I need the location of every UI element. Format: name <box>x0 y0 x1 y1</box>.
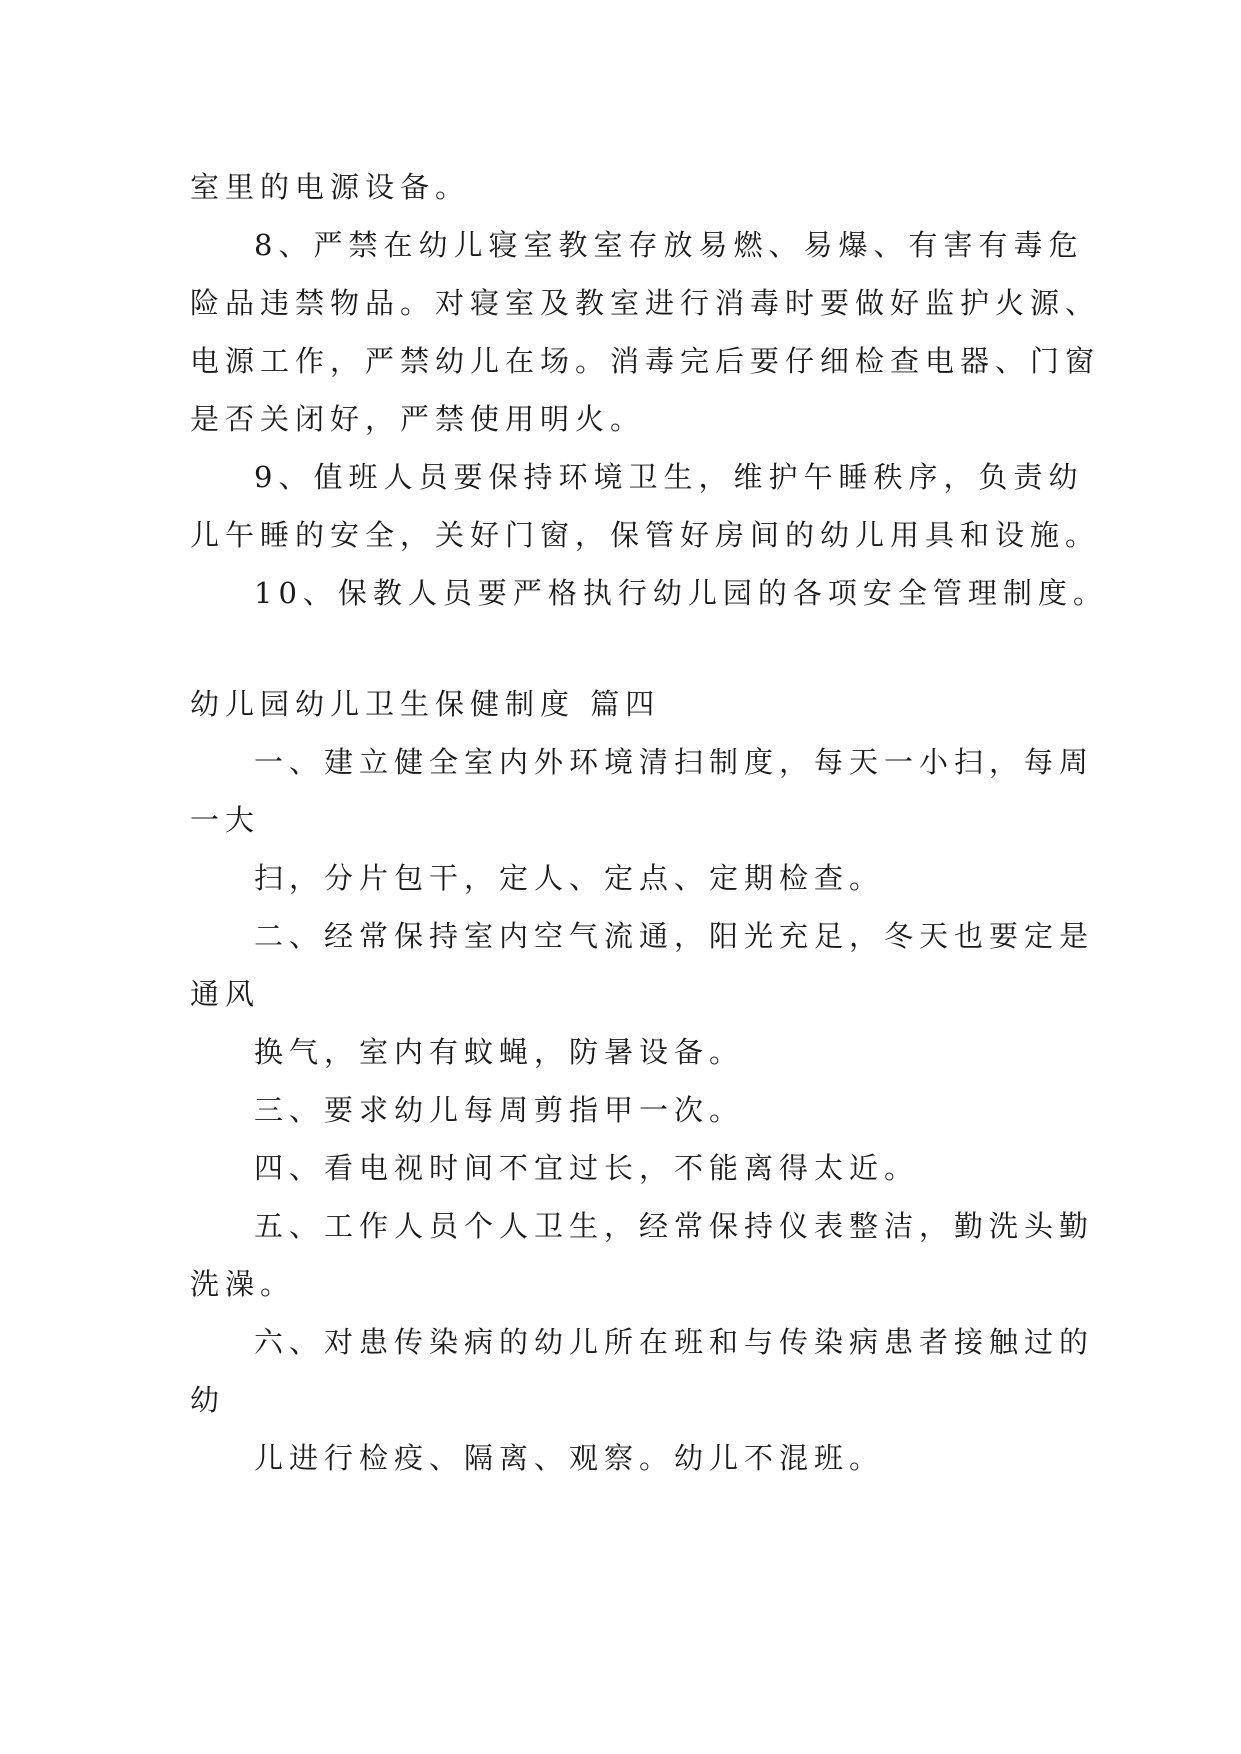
paragraph-line: 儿进行检疫、隔离、观察。幼儿不混班。 <box>254 1441 885 1475</box>
paragraph-line: 一大 <box>190 803 261 837</box>
paragraph-line: 室里的电源设备。 <box>190 170 471 204</box>
paragraph-line: 10、保教人员要严格执行幼儿园的各项安全管理制度。 <box>254 576 1108 610</box>
paragraph-line: 8、严禁在幼儿寝室教室存放易燃、易爆、有害有毒危 <box>254 228 1084 262</box>
paragraph-line: 换气，室内有蚊蝇，防暑设备。 <box>254 1035 745 1069</box>
paragraph-line: 五、工作人员个人卫生，经常保持仪表整洁，勤洗头勤 <box>254 1209 1095 1243</box>
paragraph-line: 洗澡。 <box>190 1267 296 1301</box>
section-heading: 幼儿园幼儿卫生保健制度 篇四 <box>190 687 661 721</box>
paragraph-line: 扫，分片包干，定人、定点、定期检查。 <box>254 861 885 895</box>
paragraph-line: 险品违禁物品。对寝室及教室进行消毒时要做好监护火源、 <box>190 286 1101 320</box>
paragraph-line: 三、要求幼儿每周剪指甲一次。 <box>254 1093 745 1127</box>
paragraph-line: 幼 <box>190 1383 226 1417</box>
paragraph-line: 儿午睡的安全，关好门窗，保管好房间的幼儿用具和设施。 <box>190 518 1101 552</box>
paragraph-line: 通风 <box>190 977 261 1011</box>
paragraph-line: 四、看电视时间不宜过长，不能离得太近。 <box>254 1151 920 1185</box>
paragraph-line: 9、值班人员要保持环境卫生，维护午睡秩序，负责幼 <box>254 460 1084 494</box>
paragraph-line: 电源工作，严禁幼儿在场。消毒完后要仔细检查电器、门窗 <box>190 344 1101 378</box>
paragraph-line: 一、建立健全室内外环境清扫制度，每天一小扫，每周 <box>254 745 1095 779</box>
paragraph-line: 二、经常保持室内空气流通，阳光充足，冬天也要定是 <box>254 919 1095 953</box>
paragraph-line: 六、对患传染病的幼儿所在班和与传染病患者接触过的 <box>254 1325 1095 1359</box>
paragraph-line: 是否关闭好，严禁使用明火。 <box>190 402 646 436</box>
